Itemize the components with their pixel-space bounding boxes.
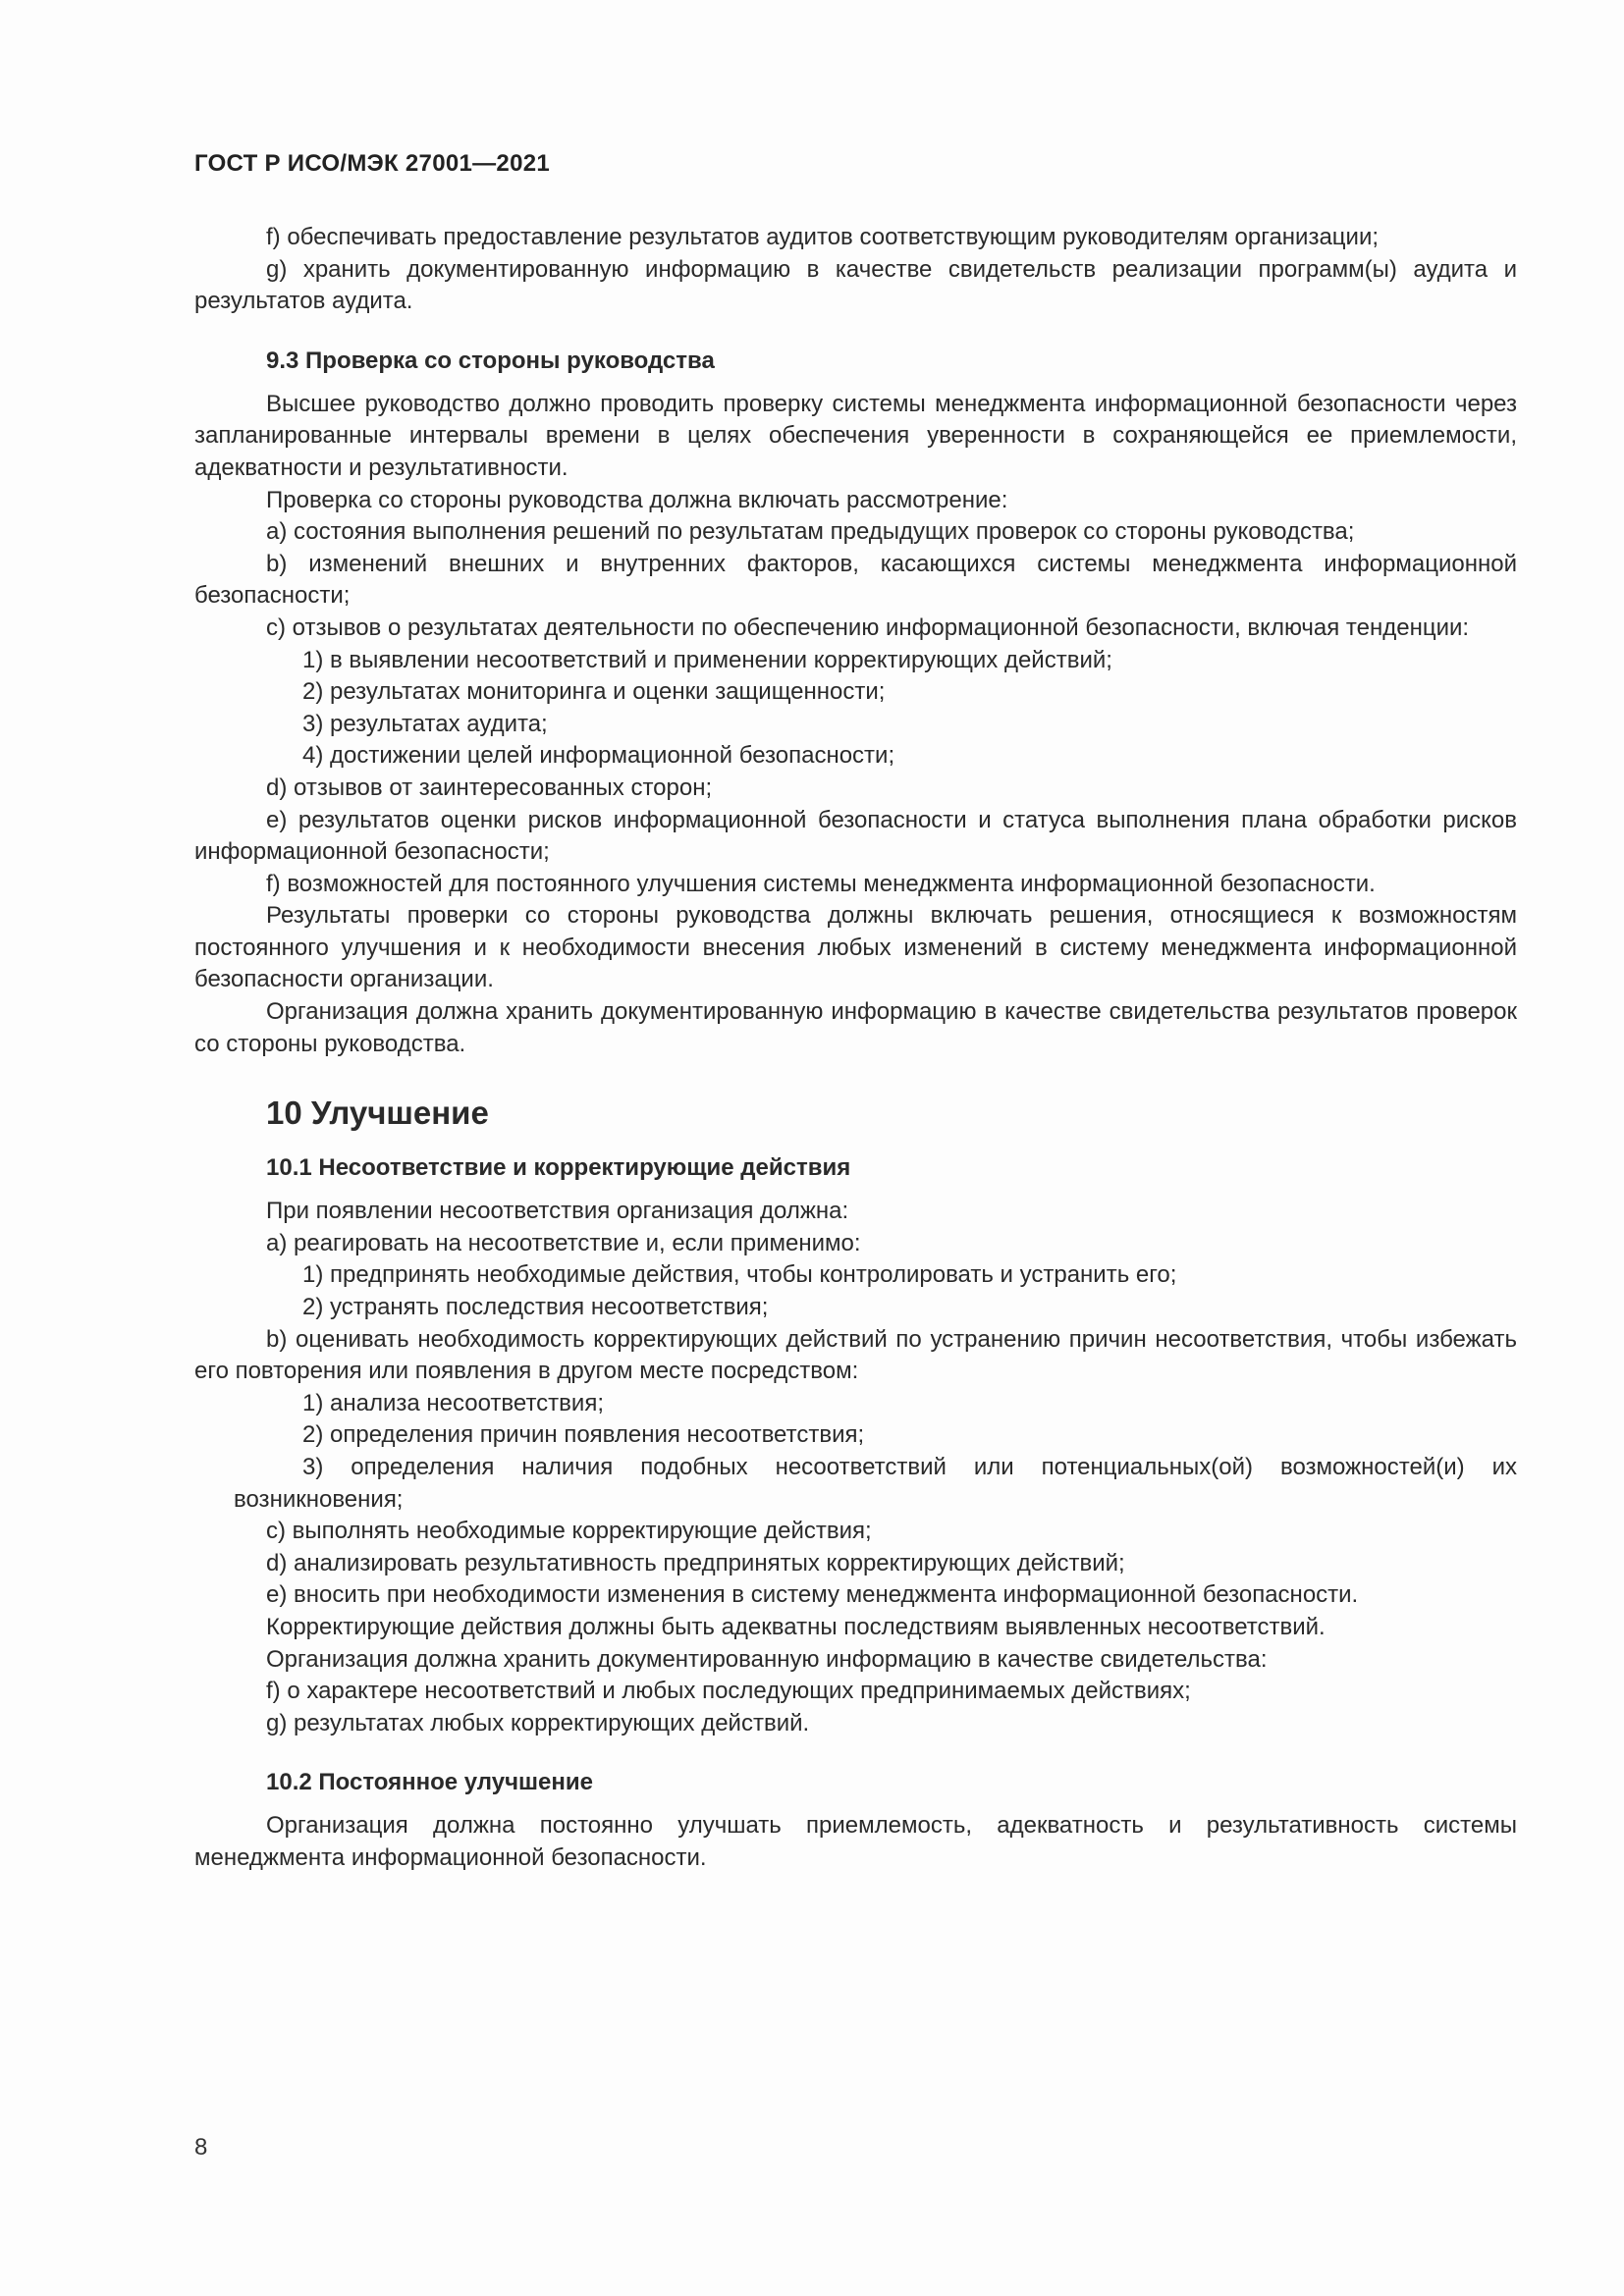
list-item-f: f) о характере несоответствий и любых последующих предпринимаемых действиях; [266,1678,1191,1705]
list-item-a: а) реагировать на несоответствие и, если применимо: [266,1229,861,1256]
document-header: ГОСТ Р ИСО/МЭК 27001—2021 [194,150,551,177]
sub-list-item: 1) в выявлении несоответствий и применении корректирующих действий; [302,646,1112,673]
list-item-b: b) изменений внешних и внутренних факторов, касающихся системы менеджмента информационной безопасности; [194,550,1517,610]
section-10-2-title: 10.2 Постоянное улучшение [266,1769,593,1796]
paragraph: При появлении несоответствия организация должна: [266,1198,849,1225]
document-body [194,222,1517,1875]
list-item-e: е) результатов оценки рисков информационной безопасности и статуса выполнения плана обработки рисков информационной безопасности; [194,806,1517,866]
section-10-title: 10 Улучшение [266,1095,489,1132]
list-item-g: g) хранить документированную информацию в качестве свидетельств реализации программ(ы) аудита и результатов аудита. [194,255,1517,315]
list-item-d: d) отзывов от заинтересованных сторон; [266,774,713,801]
list-item-c: с) отзывов о результатах деятельности по обеспечению информационной безопасности, включая тенденции: [266,614,1470,641]
sub-list-item: 3) результатах аудита; [302,710,548,737]
sub-list-item: 4) достижении целей информационной безопасности; [302,742,895,770]
sub-list-item: 1) анализа несоответствия; [302,1389,604,1416]
paragraph: Организация должна хранить документированную информацию в качестве свидетельства результатов проверок со стороны руководства. [194,998,1517,1057]
list-item-b: b) оценивать необходимость корректирующих действий по устранению причин несоответствия, чтобы избежать его повторения или появления в другом месте посредством: [194,1325,1517,1385]
sub-list-item: 2) определения причин появления несоответствия; [302,1421,865,1449]
list-item-c: с) выполнять необходимые корректирующие действия; [266,1518,872,1545]
paragraph: Организация должна постоянно улучшать приемлемость, адекватность и результативность системы менеджмента информационной безопасности. [194,1812,1517,1871]
sub-list-item: 1) предпринять необходимые действия, чтобы контролировать и устранить его; [302,1261,1177,1289]
page-number: 8 [194,2134,208,2161]
section-9-3-title: 9.3 Проверка со стороны руководства [266,347,715,374]
sub-list-item: 2) устранять последствия несоответствия; [302,1294,769,1321]
sub-list-item: 3) определения наличия подобных несоответствий или потенциальных(ой) возможностей(и) их возникновения; [234,1454,1517,1513]
paragraph: Корректирующие действия должны быть адекватны последствиям выявленных несоответствий. [266,1613,1326,1640]
list-item-f: f) обеспечивать предоставление результатов аудитов соответствующим руководителям организации; [266,224,1380,250]
list-item-f: f) возможностей для постоянного улучшения системы менеджмента информационной безопасности. [266,870,1376,897]
list-item-d: d) анализировать результативность предпринятых корректирующих действий; [266,1549,1125,1576]
paragraph: Организация должна хранить документированную информацию в качестве свидетельства: [266,1645,1268,1673]
list-item-a: а) состояния выполнения решений по результатам предыдущих проверок со стороны руководства; [266,518,1355,546]
sub-list-item: 2) результатах мониторинга и оценки защищенности; [302,678,886,706]
list-item-e: е) вносить при необходимости изменения в систему менеджмента информационной безопасности. [266,1581,1359,1609]
paragraph: Проверка со стороны руководства должна включать рассмотрение: [266,486,1008,513]
paragraph: Высшее руководство должно проводить проверку системы менеджмента информационной безопасности через запланированные интервалы времени в целях обеспечения уверенности в сохраняющейся ее приемлемости, адекватности и результативности. [194,390,1517,481]
list-item-g: g) результатах любых корректирующих действий. [266,1709,810,1736]
section-10-1-title: 10.1 Несоответствие и корректирующие действия [266,1154,851,1182]
paragraph: Результаты проверки со стороны руководства должны включать решения, относящиеся к возможностям постоянного улучшения и к необходимости внесения любых изменений в систему менеджмента информационной безопасности организации. [194,902,1517,993]
